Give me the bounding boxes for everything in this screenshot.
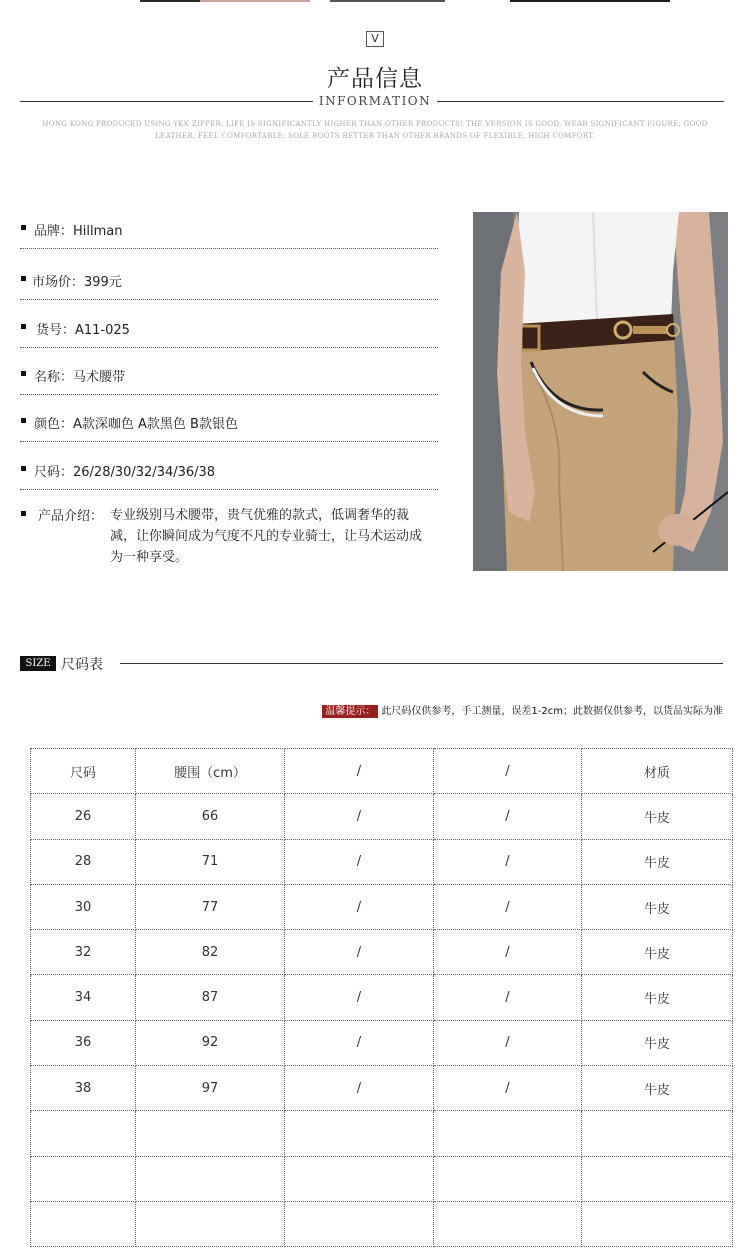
bullet-icon [21,225,26,230]
table-cell: 77 [136,884,285,929]
table-cell: 牛皮 [582,930,733,975]
table-cell [285,1201,434,1246]
table-row [31,1156,733,1201]
top-image-strip [0,0,750,2]
table-cell [136,1201,285,1246]
table-cell: 38 [31,1066,136,1111]
table-cell: 34 [31,975,136,1020]
table-cell: 36 [31,1020,136,1065]
table-cell: / [285,975,434,1020]
attribute-color: 颜色：A款深咖色 A款黑色 B款银色 [20,406,438,442]
table-cell: / [434,1066,582,1111]
table-cell: / [285,839,434,884]
table-cell [285,1156,434,1201]
table-header-cell: / [285,749,434,794]
table-cell: / [285,884,434,929]
table-cell: 87 [136,975,285,1020]
bullet-icon [21,466,26,471]
size-divider [120,663,723,664]
table-cell: 牛皮 [582,839,733,884]
table-cell [31,1156,136,1201]
table-cell: 66 [136,794,285,839]
table-cell: / [434,1020,582,1065]
table-row [31,839,733,884]
attribute-brand: 品牌：Hillman [20,213,438,249]
table-cell [434,1201,582,1246]
table-cell [434,1156,582,1201]
table-row [31,1201,733,1246]
table-cell: 71 [136,839,285,884]
table-cell: 26 [31,794,136,839]
table-row [31,1020,733,1065]
attribute-price: 市场价：399元 [20,264,438,300]
table-cell: 92 [136,1020,285,1065]
table-cell [136,1156,285,1201]
table-header-cell: 材质 [582,749,733,794]
bullet-icon [21,371,26,376]
bullet-icon [21,418,26,423]
table-row [31,1111,733,1156]
notice-label: 温馨提示： [322,705,378,718]
table-row [31,794,733,839]
table-cell: / [434,930,582,975]
section-subtitle: INFORMATION [0,94,750,108]
table-row [31,884,733,929]
table-cell: 82 [136,930,285,975]
table-cell [582,1201,733,1246]
table-cell [582,1111,733,1156]
collapse-badge[interactable]: V [366,31,384,47]
table-cell: 28 [31,839,136,884]
table-cell [582,1156,733,1201]
table-header-row [31,749,733,794]
table-cell [31,1111,136,1156]
table-cell: 30 [31,884,136,929]
table-header-cell: 尺码 [31,749,136,794]
size-notice [322,702,723,717]
size-chart-title: 尺码表 [61,657,103,673]
table-cell: / [285,794,434,839]
section-description: HONG KONG PRODUCED USING YKK ZIPPER, LIFE IS SIGNIFICANTLY HIGHER THAN OTHER PRODUCTS! THE VERSION IS GOOD, WEAR SIGNIFICANT FIGURE; GOOD LEATHER, FEEL COMFORTABLE; SOLE BOOTS BETTER THAN OTHER BRANDS OF FLEXIBLE, HIGH COMFORT. [42,120,708,140]
attribute-name: 名称：马术腰带 [20,359,438,395]
bullet-icon [21,511,26,516]
table-cell [31,1201,136,1246]
product-photo [473,212,728,571]
table-cell [434,1111,582,1156]
table-cell: / [434,839,582,884]
table-cell: / [285,930,434,975]
table-cell: 97 [136,1066,285,1111]
table-header-cell: / [434,749,582,794]
section-title: 产品信息 [327,66,423,92]
table-row [31,975,733,1020]
table-cell [285,1111,434,1156]
table-cell: / [285,1066,434,1111]
notice-text: 此尺码仅供参考，手工测量，误差1-2cm；此数据仅供参考，以货品实际为准 [381,706,723,717]
table-cell: 牛皮 [582,1066,733,1111]
table-cell: 牛皮 [582,794,733,839]
table-cell: / [434,794,582,839]
table-cell: / [285,1020,434,1065]
table-header-cell: 腰围（cm） [136,749,285,794]
size-tag: SIZE [20,656,56,671]
table-cell: 牛皮 [582,975,733,1020]
table-cell: 牛皮 [582,1020,733,1065]
table-cell: / [434,975,582,1020]
table-row [31,1066,733,1111]
attribute-sku: 货号：A11-025 [20,312,438,348]
table-cell: 32 [31,930,136,975]
table-cell: / [434,884,582,929]
bullet-icon [21,324,26,329]
table-cell [136,1111,285,1156]
table-cell: 牛皮 [582,884,733,929]
size-table [30,748,733,1247]
attribute-size: 尺码：26/28/30/32/34/36/38 [20,454,438,490]
bullet-icon [21,276,26,281]
table-row [31,930,733,975]
